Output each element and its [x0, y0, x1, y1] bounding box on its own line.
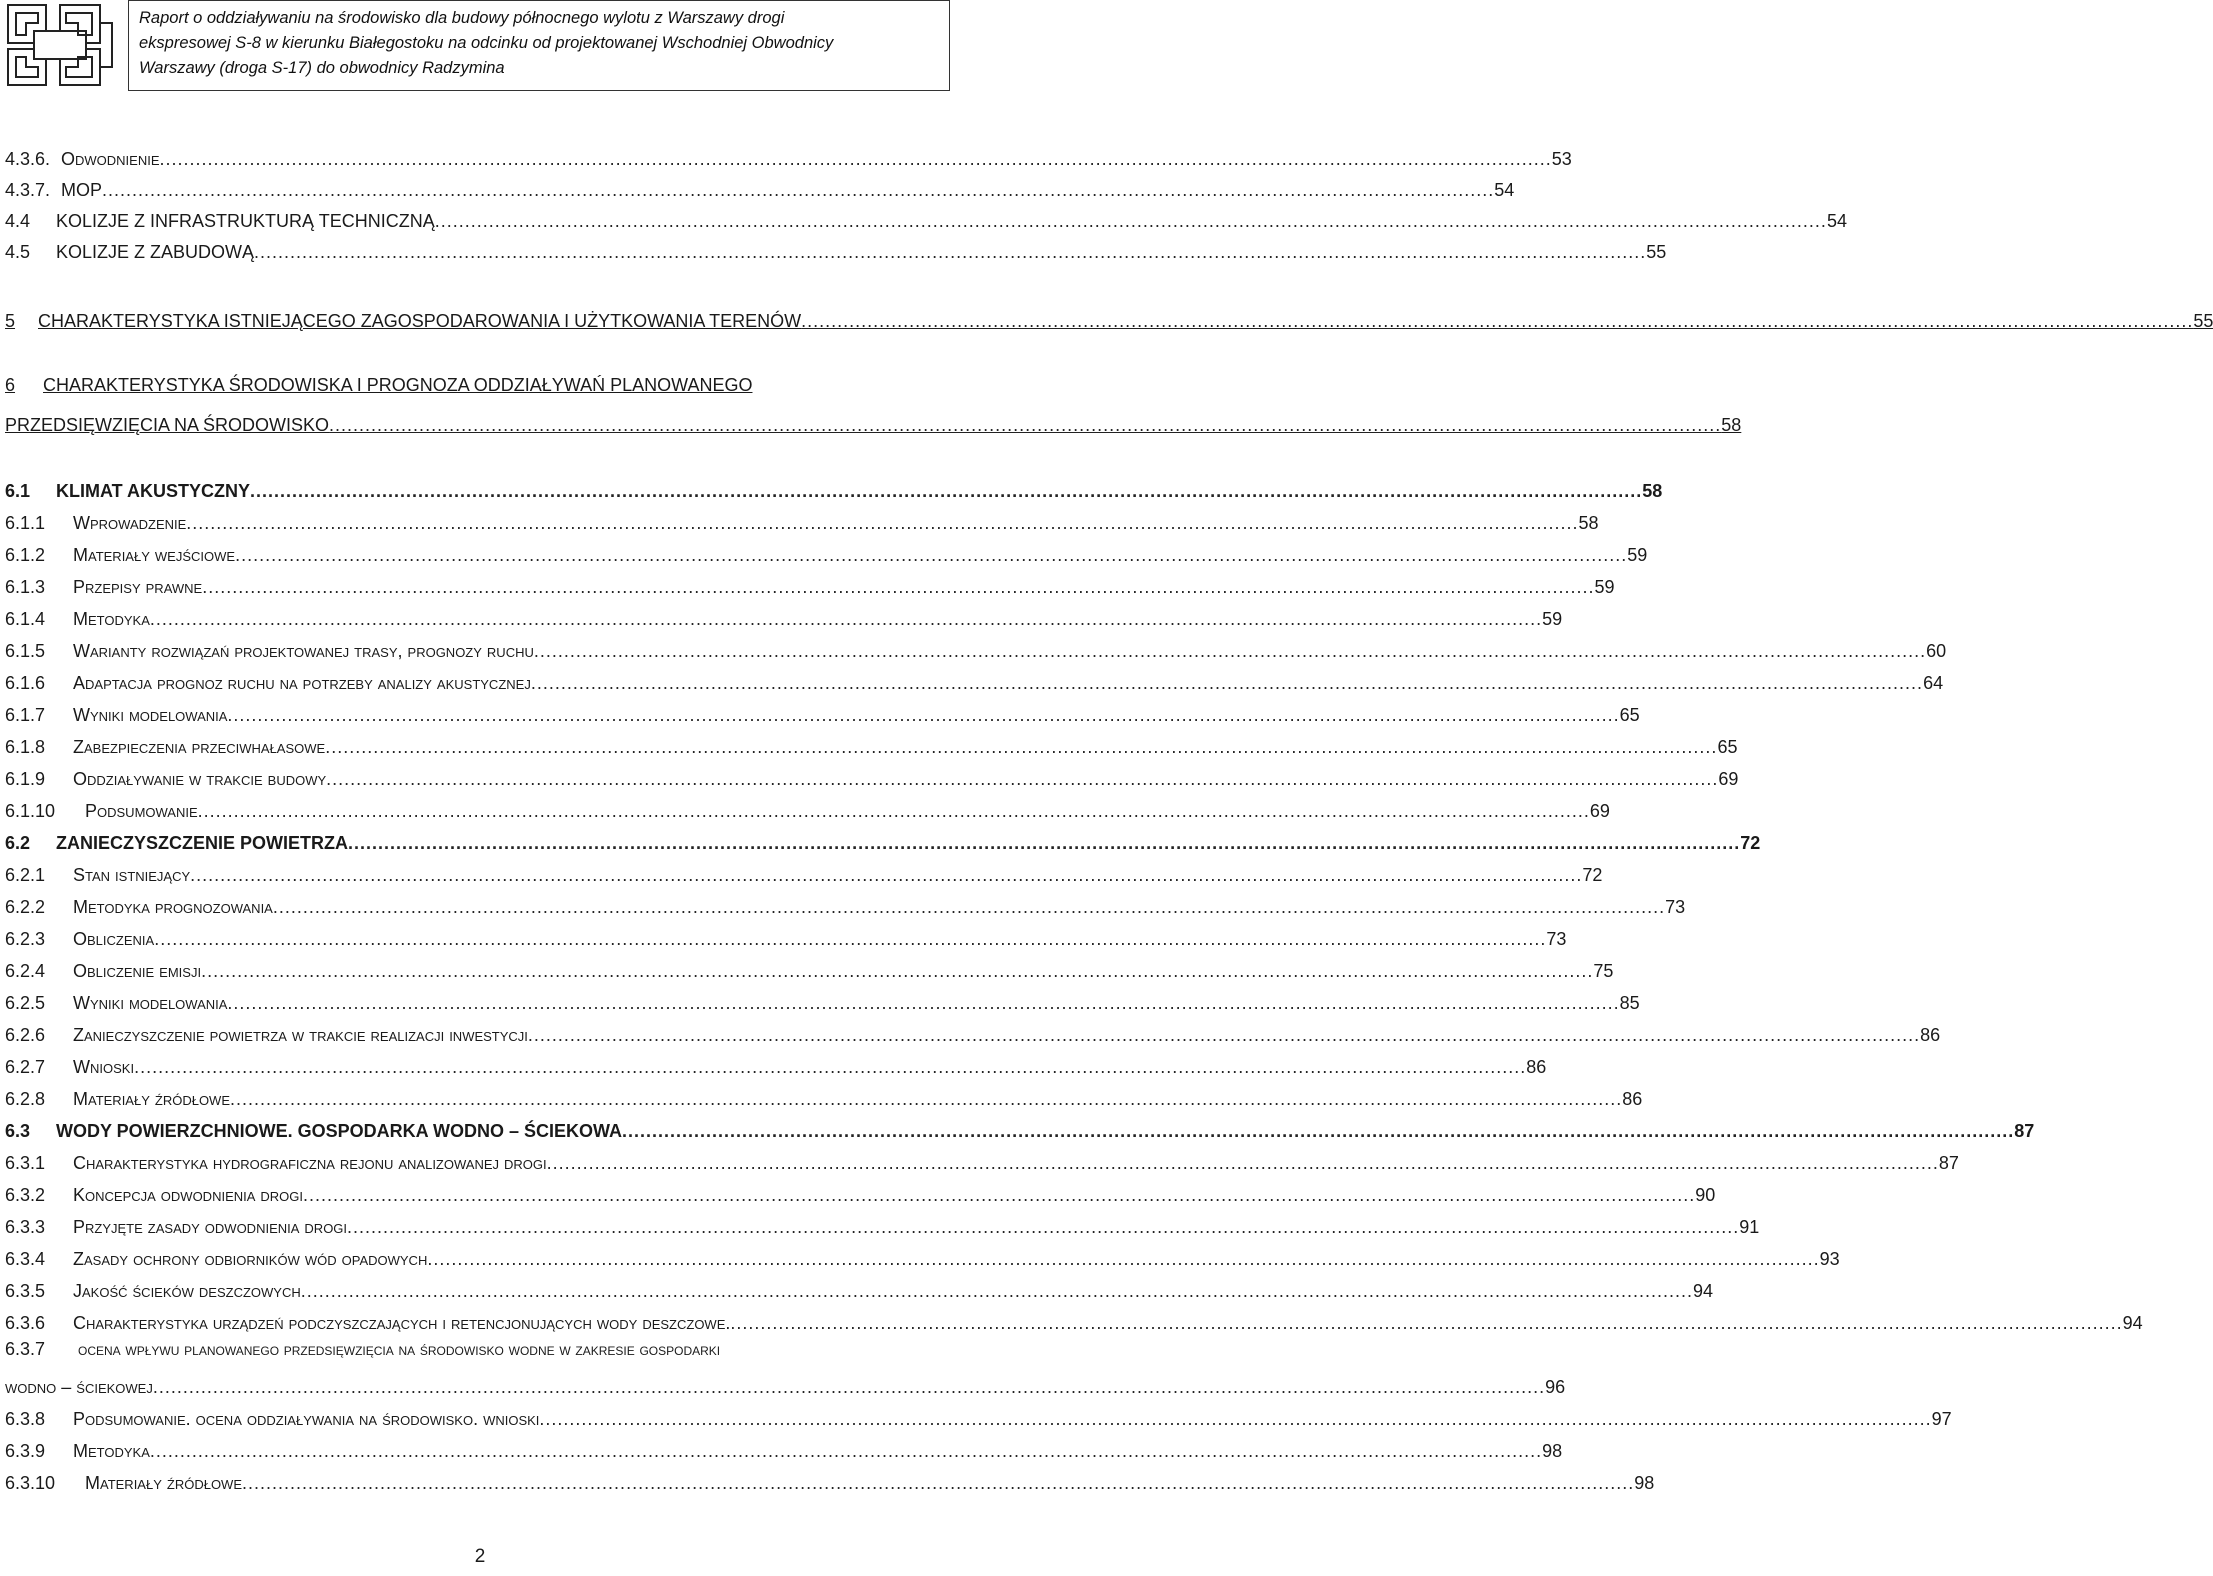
- toc-page: 90: [1695, 1185, 1716, 1205]
- toc-number: 6.1.8: [5, 737, 46, 757]
- toc-leader: [801, 310, 2193, 332]
- toc-leader: [303, 1184, 1695, 1206]
- toc-page: 58: [1642, 481, 1663, 501]
- toc-page: 54: [1826, 211, 1847, 231]
- toc-title: Jakość ścieków deszczowych: [73, 1281, 301, 1301]
- toc-entry-6-2-3[interactable]: [5, 918, 1567, 950]
- toc-number: 6.3.3: [5, 1217, 46, 1237]
- toc-entry-4-4[interactable]: [5, 200, 1847, 232]
- toc-number: 4.5: [5, 242, 31, 262]
- toc-number: 6.1.10: [5, 801, 56, 821]
- toc-leader: [539, 1408, 1931, 1430]
- toc-entry-4-3-7[interactable]: [5, 169, 1515, 201]
- toc-entry-6-1-9[interactable]: [5, 758, 1739, 790]
- toc-page: 87: [2014, 1121, 2035, 1141]
- toc-title: KOLIZJE Z INFRASTRUKTURĄ TECHNICZNĄ: [56, 211, 435, 231]
- toc-number: 6.1.1: [5, 513, 46, 533]
- toc-page: 91: [1739, 1217, 1760, 1237]
- toc-number: 6.2.3: [5, 929, 46, 949]
- toc-number: 6.2: [5, 833, 31, 853]
- toc-title-continued: wodno – ściekowej: [5, 1377, 153, 1397]
- toc-title-continued: PRZEDSIĘWZIĘCIA NA ŚRODOWISKO: [5, 415, 330, 435]
- toc-page: 94: [1692, 1281, 1714, 1301]
- toc-leader: [622, 1120, 2014, 1142]
- toc-title: Przepisy prawne: [73, 577, 203, 597]
- toc-entry-6-3-7[interactable]: [5, 1338, 1566, 1398]
- toc-leader: [201, 960, 1593, 982]
- toc-leader: [534, 640, 1926, 662]
- toc-page: 72: [1740, 833, 1761, 853]
- toc-page: 64: [1923, 673, 1944, 693]
- toc-number: 6.1.9: [5, 769, 46, 789]
- toc-title: Odwodnienie: [61, 149, 160, 169]
- toc-entry-6-1-4[interactable]: [5, 598, 1563, 630]
- toc-number: 6.2.2: [5, 897, 46, 917]
- toc-title: Wyniki modelowania: [73, 705, 228, 725]
- toc-title: ZANIECZYSZCZENIE POWIETRZA: [56, 833, 348, 853]
- toc-page: 86: [1920, 1025, 1941, 1045]
- toc-title: CHARAKTERYSTYKA ISTNIEJĄCEGO ZAGOSPODAROWANIA I UŻYTKOWANIA TERENÓW: [38, 311, 802, 331]
- toc-entry-6-3-8[interactable]: [5, 1398, 1952, 1430]
- toc-page: 69: [1718, 769, 1739, 789]
- page-number: 2: [474, 1546, 486, 1567]
- toc-entry-6-1[interactable]: [5, 470, 1663, 502]
- toc-leader: [326, 768, 1718, 790]
- toc-page: 86: [1526, 1057, 1547, 1077]
- toc-title: WODY POWIERZCHNIOWE. GOSPODARKA WODNO – ŚCIEKOWA: [56, 1121, 623, 1141]
- toc-number: 6.1: [5, 481, 31, 501]
- toc-number: 6.3.10: [5, 1473, 56, 1493]
- toc-page: 72: [1582, 865, 1603, 885]
- toc-leader: [242, 1472, 1634, 1494]
- toc-number: 6.3.9: [5, 1441, 46, 1461]
- toc-title: Charakterystyka urządzeń podczyszczających i retencjonujących wody deszczowe.: [73, 1313, 731, 1333]
- toc-number: 6: [5, 375, 16, 395]
- toc-page: 60: [1926, 641, 1947, 661]
- toc-leader: [528, 1024, 1920, 1046]
- toc-leader: [202, 576, 1594, 598]
- toc-number: 6.3.5: [5, 1281, 46, 1301]
- toc-number: 6.3.8: [5, 1409, 46, 1429]
- toc-page: 58: [1721, 415, 1742, 435]
- toc-leader: [227, 704, 1619, 726]
- toc-title: Wprowadzenie: [73, 513, 187, 533]
- toc-number: 6.2.4: [5, 961, 46, 981]
- header-line-1: Raport o oddziaływaniu na środowisko dla budowy północnego wylotu z Warszawy drogi: [139, 9, 785, 27]
- toc-leader: [427, 1248, 1819, 1270]
- toc-entry-6-3-3[interactable]: [5, 1206, 1760, 1238]
- toc-title: Materiały źródłowe: [85, 1473, 242, 1493]
- toc-leader: [102, 179, 1494, 201]
- toc-page: 53: [1551, 149, 1572, 169]
- toc-leader: [230, 1088, 1622, 1110]
- toc-number: 6.3.1: [5, 1153, 46, 1173]
- toc-page: 98: [1634, 1473, 1655, 1493]
- toc-page: 94: [2122, 1313, 2143, 1333]
- toc-number: 6.3.2: [5, 1185, 46, 1205]
- toc-title: Charakterystyka hydrograficzna rejonu analizowanej drogi: [73, 1153, 547, 1173]
- toc-leader: [435, 210, 1827, 232]
- toc-entry-6-1-6[interactable]: [5, 662, 1944, 694]
- toc-entry-4-5[interactable]: [5, 231, 1667, 263]
- toc-entry-6-2[interactable]: [5, 822, 1761, 854]
- toc-entry-6-3-6[interactable]: [5, 1302, 2143, 1334]
- toc-title: Materiały wejściowe: [73, 545, 236, 565]
- toc-number: 6.1.5: [5, 641, 46, 661]
- toc-page: 87: [1938, 1153, 1959, 1173]
- toc-title: Wyniki modelowania: [73, 993, 228, 1013]
- toc-page: 96: [1545, 1377, 1566, 1397]
- toc-page: 59: [1627, 545, 1648, 565]
- toc-number: 4.3.6.: [5, 149, 51, 169]
- toc-title: Zanieczyszczenie powietrza w trakcie realizacji inwestycji: [73, 1025, 528, 1045]
- toc-leader: [273, 896, 1665, 918]
- toc-title: Warianty rozwiązań projektowanej trasy, prognozy ruchu: [73, 641, 534, 661]
- toc-leader: [186, 512, 1578, 534]
- toc-leader: [329, 414, 1721, 436]
- toc-page: 97: [1931, 1409, 1952, 1429]
- document-header: [128, 0, 950, 91]
- toc-entry-6-2-2[interactable]: [5, 886, 1686, 918]
- toc-number: 6.2.6: [5, 1025, 46, 1045]
- toc-page: 73: [1546, 929, 1567, 949]
- toc-number: 6.1.7: [5, 705, 46, 725]
- toc-entry-5[interactable]: [5, 300, 2213, 332]
- toc-entry-6[interactable]: [5, 374, 1742, 436]
- toc-title: Przyjęte zasady odwodnienia drogi: [73, 1217, 348, 1237]
- toc-title: Zasady ochrony odbiorników wód opadowych: [73, 1249, 428, 1269]
- toc-leader: [198, 800, 1590, 822]
- toc-entry-6-1-1[interactable]: [5, 502, 1599, 534]
- toc-page: 55: [1646, 242, 1667, 262]
- toc-entry-4-3-6[interactable]: [5, 138, 1572, 170]
- toc-leader: [547, 1152, 1939, 1174]
- toc-number: 5: [5, 311, 16, 331]
- toc-number: 6.2.7: [5, 1057, 46, 1077]
- toc-title: Materiały źródłowe: [73, 1089, 230, 1109]
- toc-title: Obliczenia: [73, 929, 155, 949]
- toc-entry-6-1-3[interactable]: [5, 566, 1615, 598]
- toc-number: 6.1.4: [5, 609, 46, 629]
- toc-page: 54: [1494, 180, 1515, 200]
- toc-number: 6.3.7: [5, 1339, 46, 1359]
- toc-page: 65: [1717, 737, 1738, 757]
- toc-entry-6-3-4[interactable]: [5, 1238, 1840, 1270]
- toc-title: Obliczenie emisji: [73, 961, 202, 981]
- toc-title: Wnioski: [73, 1057, 135, 1077]
- toc-title: Metodyka: [73, 1441, 150, 1461]
- toc-entry-6-3-9[interactable]: [5, 1430, 1563, 1462]
- toc-page: 59: [1542, 609, 1563, 629]
- toc-page: 85: [1619, 993, 1640, 1013]
- toc-leader: [150, 608, 1542, 630]
- toc-page: 73: [1665, 897, 1686, 917]
- toc-title: Zabezpieczenia przeciwhałasowe: [73, 737, 326, 757]
- toc-page: 65: [1619, 705, 1640, 725]
- toc-leader: [160, 148, 1552, 170]
- toc-number: 6.1.6: [5, 673, 46, 693]
- toc-page: 93: [1819, 1249, 1840, 1269]
- toc-title: Podsumowanie: [85, 801, 198, 821]
- header-line-2: ekspresowej S-8 w kierunku Białegostoku na odcinku od projektowanej Wschodniej Obwodnicy: [139, 34, 834, 52]
- toc-entry-6-1-8[interactable]: [5, 726, 1738, 758]
- header-line-3: Warszawy (droga S-17) do obwodnicy Radzymina: [139, 59, 505, 77]
- toc-number: 6.3.4: [5, 1249, 46, 1269]
- toc-entry-6-3-10[interactable]: [5, 1462, 1655, 1494]
- toc-title: MOP: [61, 180, 103, 200]
- toc-title: ocena wpływu planowanego przedsięwzięcia na środowisko wodne w zakresie gospodarki: [78, 1340, 721, 1359]
- toc-number: 6.3.6: [5, 1313, 46, 1333]
- toc-leader: [325, 736, 1717, 758]
- toc-title: Koncepcja odwodnienia drogi: [73, 1185, 304, 1205]
- toc-leader: [730, 1312, 2122, 1334]
- toc-leader: [150, 1440, 1542, 1462]
- toc-entry-6-2-7[interactable]: [5, 1046, 1547, 1078]
- toc-page: 75: [1593, 961, 1614, 981]
- toc-entry-6-2-8[interactable]: [5, 1078, 1643, 1110]
- toc-title: Podsumowanie. ocena oddziaływania na środowisko. wnioski: [73, 1409, 540, 1429]
- toc-title: Stan istniejący: [73, 865, 191, 885]
- toc-number: 6.2.5: [5, 993, 46, 1013]
- toc-entry-6-2-6[interactable]: [5, 1014, 1941, 1046]
- toc-number: 6.1.3: [5, 577, 46, 597]
- toc-leader: [301, 1280, 1693, 1302]
- toc-entry-6-1-7[interactable]: [5, 694, 1640, 726]
- toc-page: 58: [1578, 513, 1599, 533]
- toc-leader: [154, 928, 1546, 950]
- toc-entry-6-1-5[interactable]: [5, 630, 1947, 662]
- toc-leader: [254, 241, 1646, 263]
- toc-page: 86: [1622, 1089, 1643, 1109]
- toc-leader: [227, 992, 1619, 1014]
- toc-entry-6-2-5[interactable]: [5, 982, 1640, 1014]
- toc-title: Adaptacja prognoz ruchu na potrzeby analizy akustycznej: [73, 673, 531, 693]
- toc-number: 6.2.1: [5, 865, 46, 885]
- toc-entry-6-3-5[interactable]: [5, 1270, 1714, 1302]
- toc-title: Metodyka: [73, 609, 150, 629]
- toc-leader: [348, 832, 1740, 854]
- toc-page: 69: [1589, 801, 1610, 821]
- toc-leader: [190, 864, 1582, 886]
- toc-entry-6-3-1[interactable]: [5, 1142, 1959, 1174]
- company-logo: [6, 3, 114, 87]
- toc-leader: [134, 1056, 1526, 1078]
- toc-number: 4.4: [5, 211, 31, 231]
- toc-leader: [347, 1216, 1739, 1238]
- toc-number: 4.3.7.: [5, 180, 51, 200]
- toc-title: KOLIZJE Z ZABUDOWĄ: [56, 242, 255, 262]
- toc-title: KLIMAT AKUSTYCZNY: [56, 481, 250, 501]
- toc-number: 6.3: [5, 1121, 31, 1141]
- toc-entry-6-3[interactable]: [5, 1110, 2035, 1142]
- toc-number: 6.2.8: [5, 1089, 46, 1109]
- toc-page: 98: [1542, 1441, 1563, 1461]
- toc-leader: [250, 480, 1642, 502]
- toc-title: Metodyka prognozowania: [73, 897, 273, 917]
- toc-leader: [235, 544, 1627, 566]
- toc-entry-6-1-10[interactable]: [5, 790, 1610, 822]
- toc-page: 55: [2193, 311, 2213, 331]
- toc-title: CHARAKTERYSTYKA ŚRODOWISKA I PROGNOZA ODDZIAŁYWAŃ PLANOWANEGO: [43, 375, 753, 395]
- toc-leader: [531, 672, 1923, 694]
- toc-entry-6-3-2[interactable]: [5, 1174, 1716, 1206]
- toc-page: 59: [1594, 577, 1615, 597]
- toc-entry-6-2-1[interactable]: [5, 854, 1603, 886]
- toc-entry-6-2-4[interactable]: [5, 950, 1614, 982]
- toc-leader: [153, 1376, 1545, 1398]
- toc-title: Oddziaływanie w trakcie budowy: [73, 769, 327, 789]
- toc-number: 6.1.2: [5, 545, 46, 565]
- toc-entry-6-1-2[interactable]: [5, 534, 1648, 566]
